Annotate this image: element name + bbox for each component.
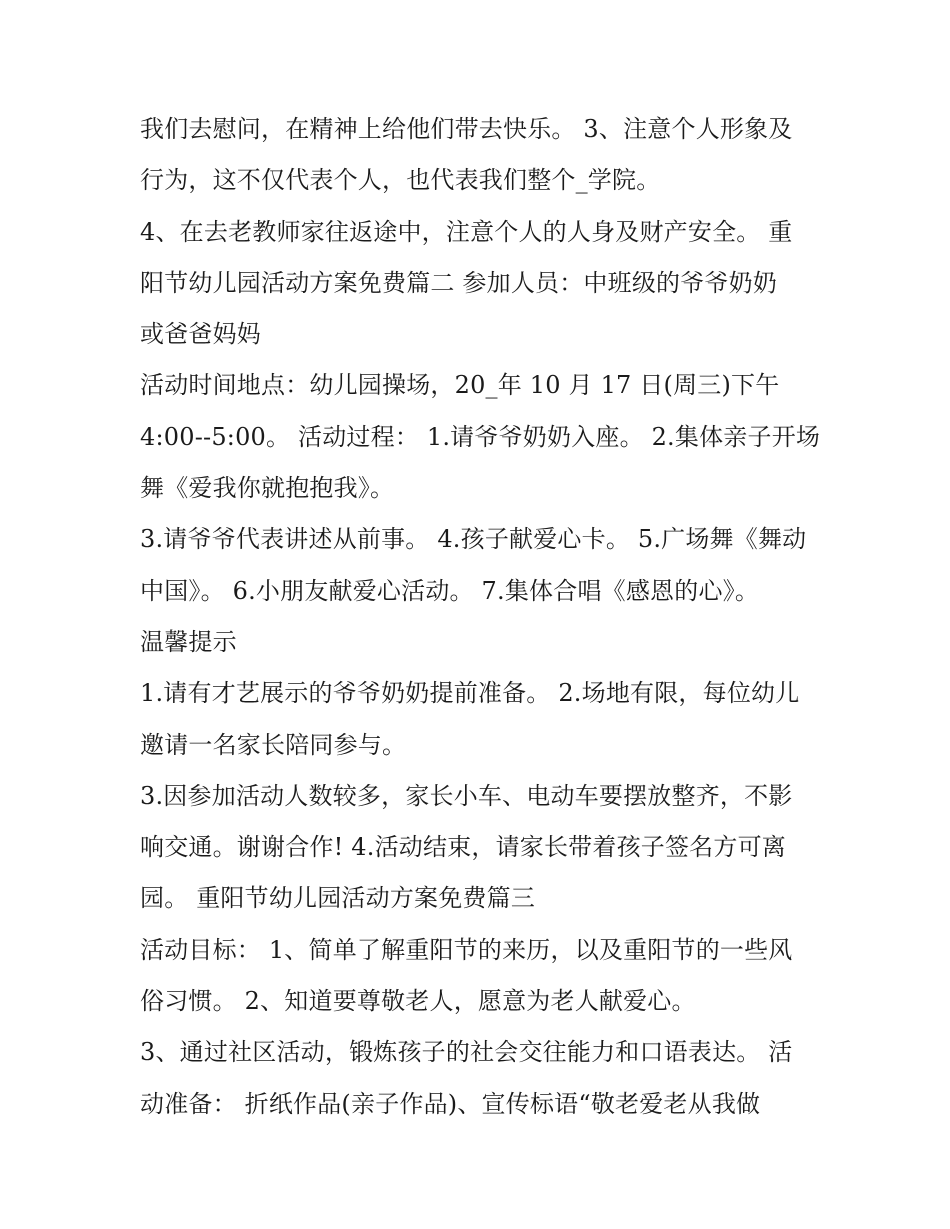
- text-line: 响交通。谢谢合作! 4.活动结束，请家长带着孩子签名方可离: [140, 833, 786, 862]
- text-line: 俗习惯。 2、知道要尊敬老人，愿意为老人献爱心。: [140, 987, 696, 1016]
- text-line: 1.请有才艺展示的爷爷奶奶提前准备。 2.场地有限，每位幼儿: [140, 679, 800, 708]
- text-line: 园。 重阳节幼儿园活动方案免费篇三: [140, 884, 536, 913]
- text-line: 我们去慰问，在精神上给他们带去快乐。 3、注意个人形象及: [140, 115, 793, 143]
- text-line: 4、在去老教师家往返途中，注意个人的人身及财产安全。 重: [140, 217, 793, 246]
- text-line: 3.因参加活动人数较多，家长小车、电动车要摆放整齐，不影: [140, 781, 793, 810]
- section-heading-tips: 温馨提示: [140, 627, 237, 656]
- text-line: 或爸爸妈妈: [140, 320, 261, 349]
- text-line: 行为，这不仅代表个人，也代表我们整个_学院。: [140, 166, 661, 195]
- text-line: 舞《爱我你就抱抱我》。: [140, 474, 395, 503]
- text-line: 中国》。 6.小朋友献爱心活动。 7.集体合唱《感恩的心》。: [140, 576, 760, 605]
- text-line: 4:00--5:00。 活动过程： 1.请爷爷奶奶入座。 2.集体亲子开场: [140, 422, 821, 451]
- text-line: 活动目标： 1、简单了解重阳节的来历，以及重阳节的一些风: [140, 935, 793, 964]
- document-body: [140, 104, 820, 1130]
- text-line: 活动时间地点：幼儿园操场，20_年 10 月 17 日(周三)下午: [140, 371, 780, 400]
- text-line: 邀请一名家长陪同参与。: [140, 730, 407, 759]
- text-line: 阳节幼儿园活动方案免费篇二 参加人员：中班级的爷爷奶奶: [140, 268, 778, 297]
- text-line: 动准备： 折纸作品(亲子作品)、宣传标语“敬老爱老从我做: [140, 1089, 761, 1118]
- text-line: 3、通过社区活动，锻炼孩子的社会交往能力和口语表达。 活: [140, 1038, 793, 1067]
- text-line: 3.请爷爷代表讲述从前事。 4.孩子献爱心卡。 5.广场舞《舞动: [140, 525, 807, 554]
